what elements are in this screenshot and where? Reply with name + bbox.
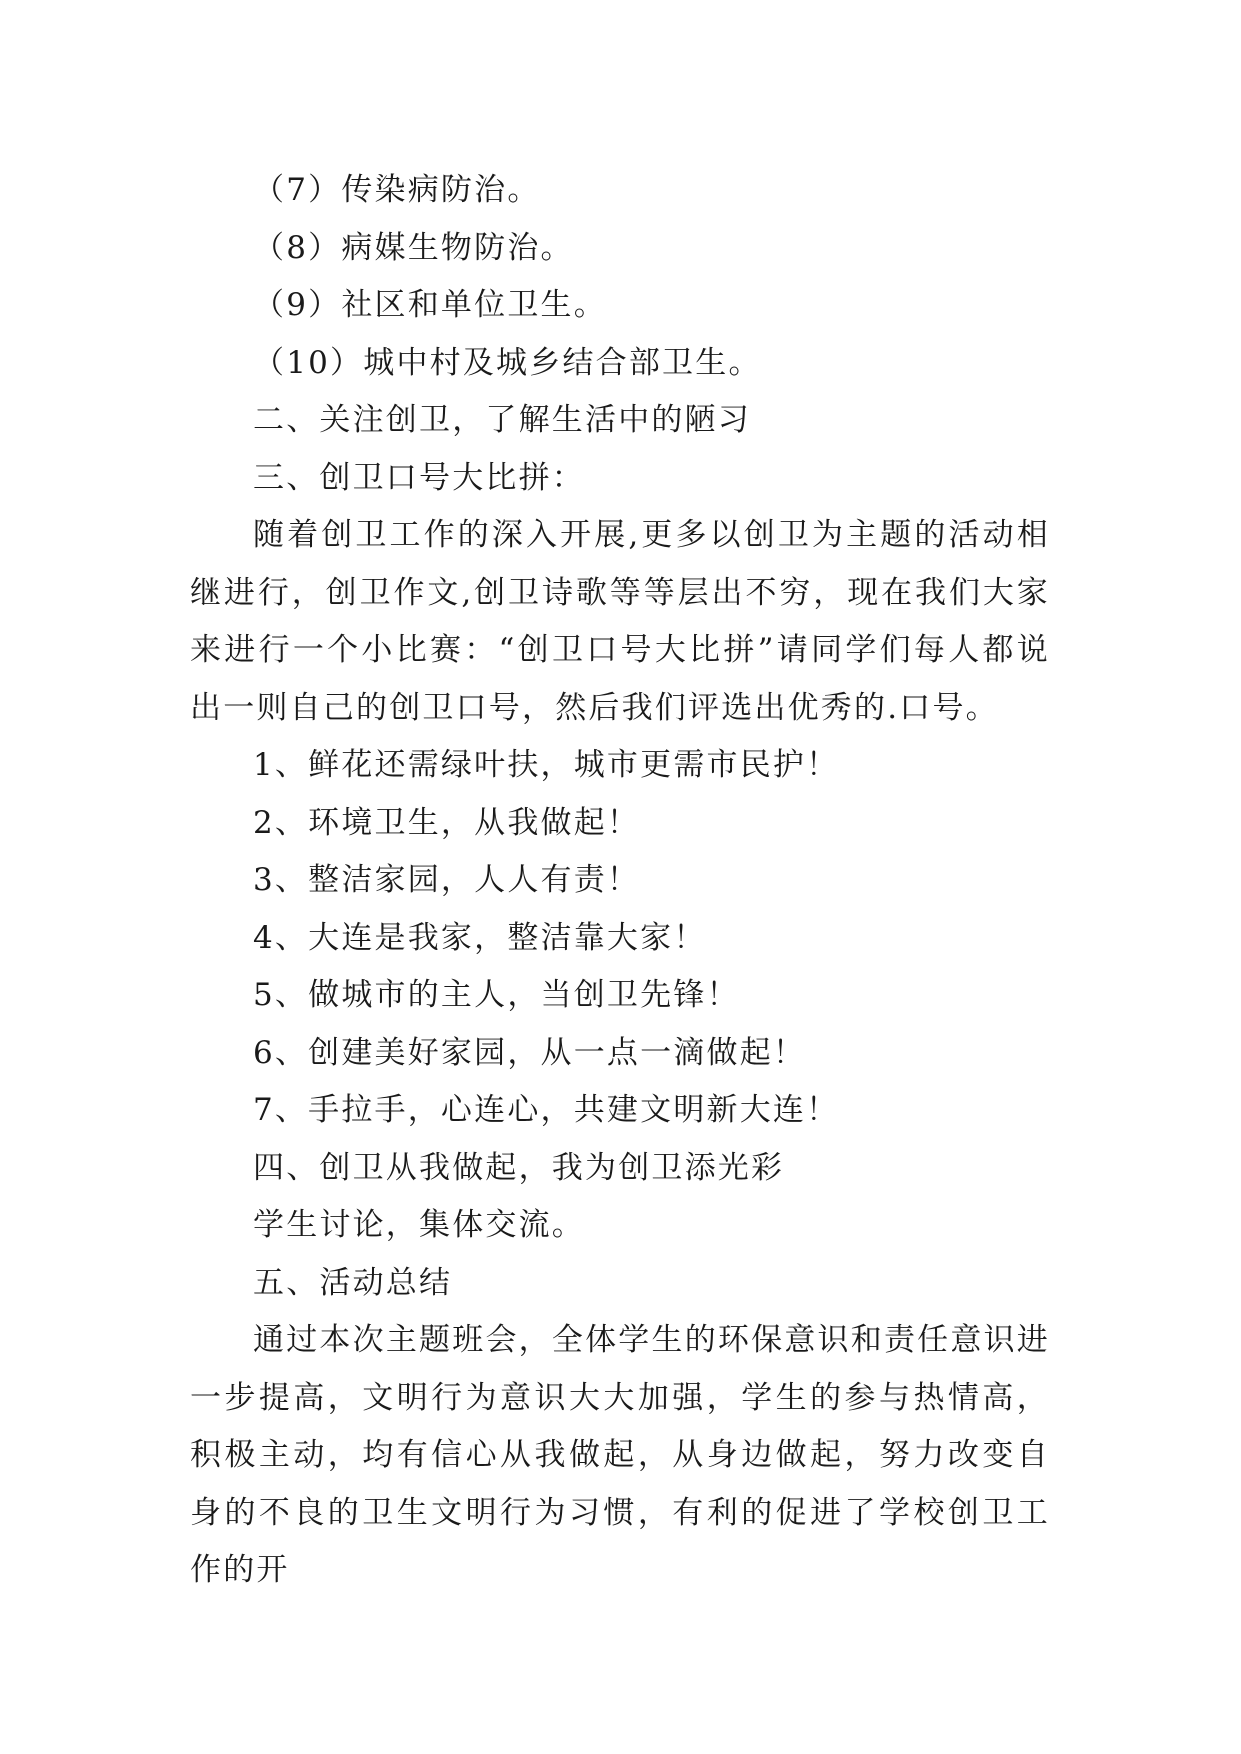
list-item-10: （10）城中村及城乡结合部卫生。 [253,344,762,381]
section-4-heading: 四、创卫从我做起，我为创卫添光彩 [253,1149,785,1186]
slogan-item: 1、鲜花还需绿叶扶，城市更需市民护！ [253,747,840,783]
slogan-item: 5、做城市的主人，当创卫先锋！ [253,977,740,1013]
list-item-8: （8）病媒生物防治。 [253,229,574,266]
document-body [190,162,1050,1600]
section-4-text: 学生讨论，集体交流。 [253,1207,585,1243]
slogan-item: 7、手拉手，心连心，共建文明新大连！ [253,1092,840,1128]
list-item-9: （9）社区和单位卫生。 [253,287,607,323]
slogan-item: 4、大连是我家，整洁靠大家！ [253,919,707,956]
summary-paragraph: 通过本次主题班会，全体学生的环保意识和责任意识进一步提高，文明行为意识大大加强，学生的参与热情高，积极主动，均有信心从我做起，从身边做起，努力改变自身的不良的卫生文明行为习惯，有利的促进了学校创卫工作的开 [190,1322,1050,1588]
slogan-item: 3、整洁家园，人人有责！ [253,862,641,898]
section-5-heading: 五、活动总结 [253,1264,453,1301]
slogan-intro-paragraph: 随着创卫工作的深入开展,更多以创卫为主题的活动相继进行，创卫作文,创卫诗歌等等层出不穷，现在我们大家来进行一个小比赛：“创卫口号大比拼”请同学们每人都说出一则自己的创卫口号，然后我们评选出优秀的.口号。 [190,517,1050,726]
list-item-7: （7）传染病防治。 [253,172,541,208]
slogan-item: 6、创建美好家园，从一点一滴做起！ [253,1034,807,1071]
slogan-item: 2、环境卫生，从我做起！ [253,804,641,841]
section-2-heading: 二、关注创卫，了解生活中的陋习 [253,402,751,438]
section-3-heading: 三、创卫口号大比拼： [253,459,585,496]
